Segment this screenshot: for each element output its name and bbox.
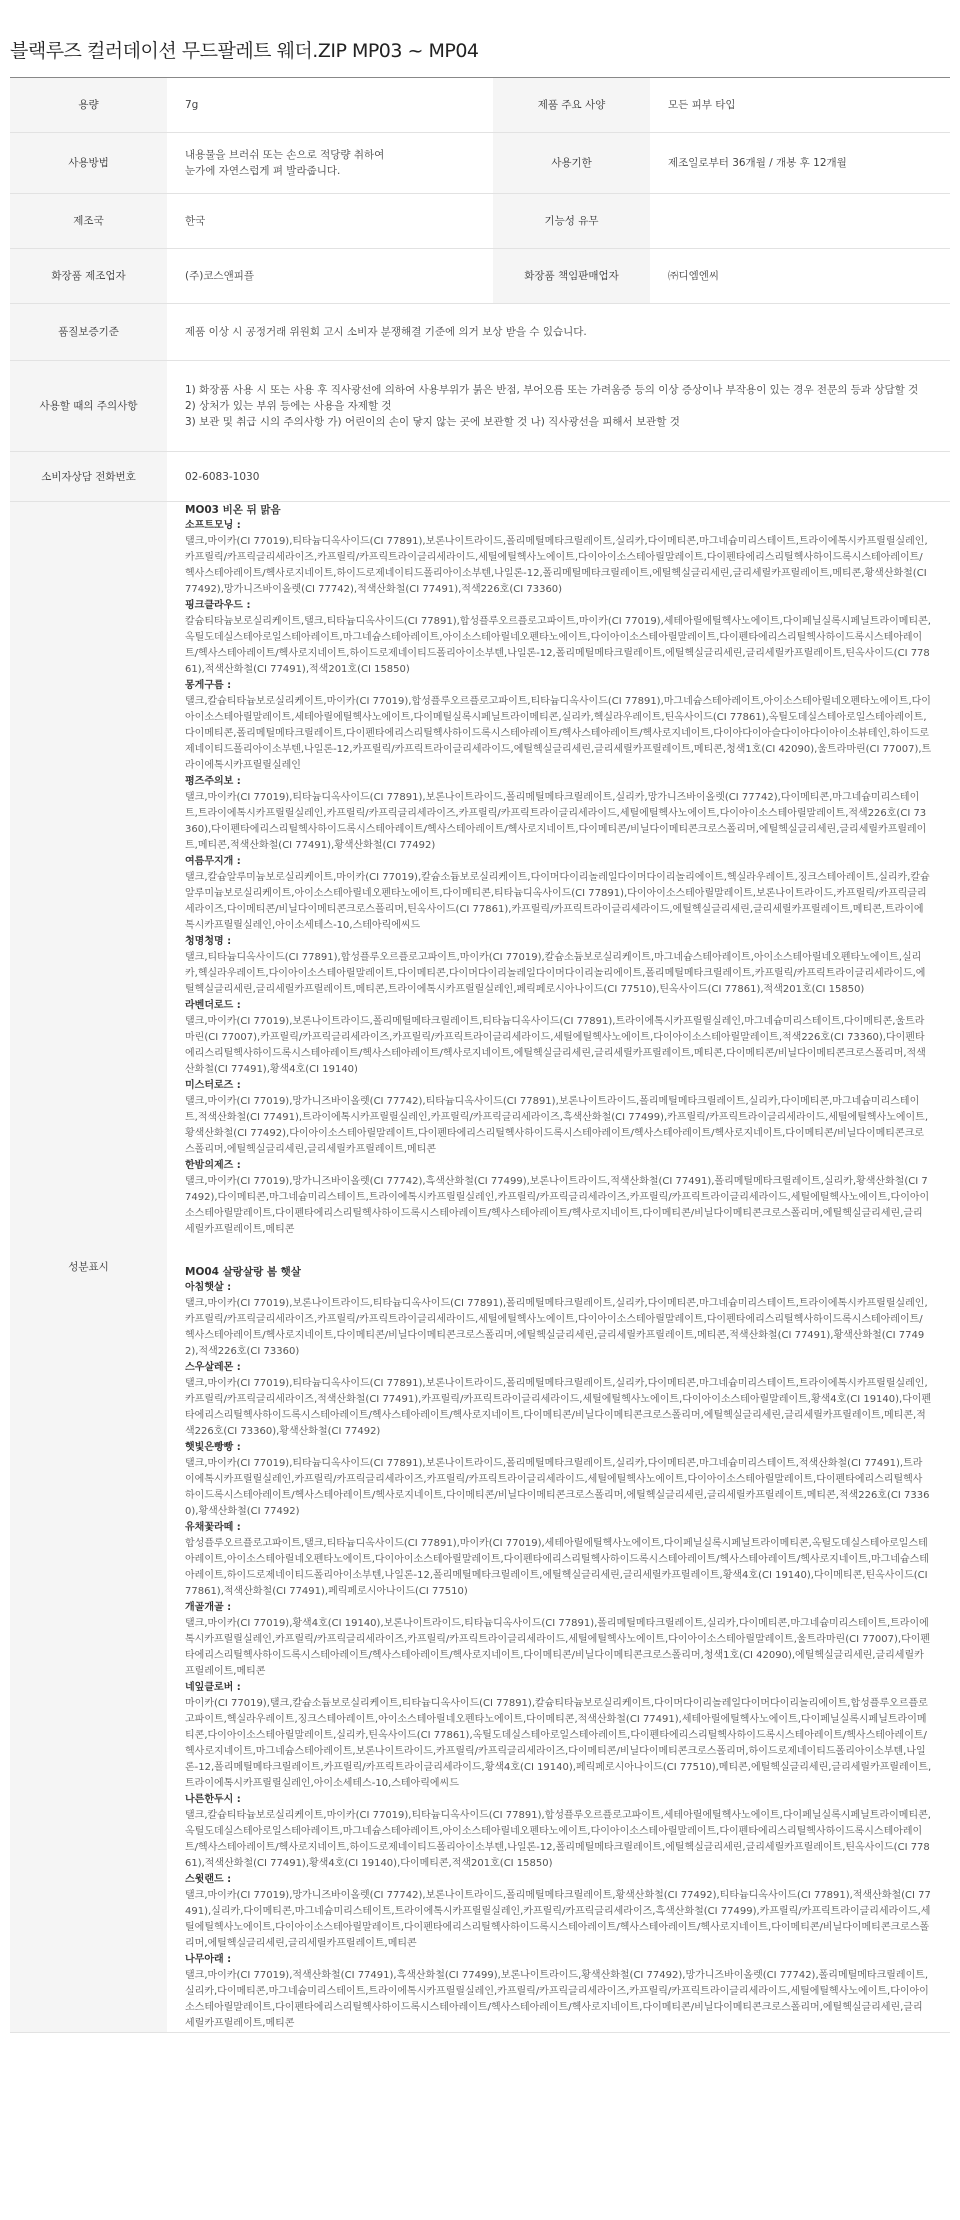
mp04-section xyxy=(185,1264,932,2032)
country-value: 한국 xyxy=(167,194,493,249)
shade-name: 유채꽃라떼 : xyxy=(185,1522,241,1533)
table-row xyxy=(10,502,950,2033)
caution-value xyxy=(167,361,950,452)
shade-name: 소프트모닝 : xyxy=(185,520,241,531)
mp03-heading: MO03 비온 뒤 맑음 xyxy=(185,504,281,516)
shade-name: 평즈주의보 : xyxy=(185,776,241,787)
table-row xyxy=(10,133,950,194)
shade-name: 미스터로즈 : xyxy=(185,1080,241,1091)
usage-label: 사용방법 xyxy=(10,133,167,194)
mp04-heading: MO04 살랑살랑 봄 햇살 xyxy=(185,1266,301,1278)
shade-ingredients: 탤크,마이카(CI 77019),망가니즈바이올렛(CI 77742),티타늄디옥사이드(CI 77891),보론나이트라이드,폴리메틸메타크릴레이트,실리카,다이메티콘,마그네슘미리스테이트,적색산화철(CI 77491),트라이에톡시카프릴릴실레인,카프릴릭/카프릭글리세라이즈,흑색산화철(CI 77499),카프릴릭/카프릭트라이글리세라이드,세틸에틸헥사노에이트,황색산화철(CI 77492),다이아이소스테아릴말레이트,다이펜타에리스리틸헥사하이드록시스테아레이트/헥사스테아레이트/헥사로지네이트,다이메티콘/비닐다이메티콘크로스폴리머,에틸헥실글리세린,글리세릴카프릴레이트,메티콘 xyxy=(185,1096,929,1155)
usage-line-2: 눈가에 자연스럽게 펴 발라줍니다. xyxy=(185,165,341,177)
capacity-label: 용량 xyxy=(10,78,167,133)
shade-ingredients: 탤크,티타늄디옥사이드(CI 77891),합성플루오르플로고파이트,마이카(CI 77019),칼슘소듐보로실리케이트,마그네슘스테아레이트,아이소스테아릴네오펜타노에이트,실리카,헥실라우레이트,다이아이소스테아릴말레이트,다이메티콘,다이머다이리놀레일다이머다이리놀리에이트,폴리메틸메타크릴레이트,카프릴릭/카프릭트라이글리세라이드,에틸헥실글리세린,글리세릴카프릴레이트,메티콘,트라이에톡시카프릴릴실레인,페릭페로시아나이드(CI 77510),틴옥사이드(CI 77861),적색201호(CI 15850) xyxy=(185,952,926,995)
phone-label: 소비자상담 전화번호 xyxy=(10,452,167,502)
table-row xyxy=(10,361,950,452)
shade-name: 네잎클로버 : xyxy=(185,1682,241,1693)
shade-ingredients: 칼슘티타늄보로실리케이트,탤크,티타늄디옥사이드(CI 77891),합성플루오르플로고파이트,마이카(CI 77019),세테아릴에틸헥사노에이트,다이페닐실록시페닐트라이메티콘,옥틸도데실스테아로일스테아레이트,마그네슘스테아레이트,아이소스테아릴네오펜타노에이트,다이아이소스테아릴말레이트,다이펜타에리스리틸헥사하이드록시스테아레이트/헥사스테아레이트/헥사로지네이트,하이드로제네이티드폴리아이소부텐,나일론-12,폴리메틸메타크릴레이트,에틸헥실글리세린,글리세릴카프릴레이트,틴옥사이드(CI 77861),적색산화철(CI 77491),적색201호(CI 15850) xyxy=(185,616,931,675)
shade-ingredients: 탤크,마이카(CI 77019),망가니즈바이올렛(CI 77742),보론나이트라이드,폴리메틸메타크릴레이트,황색산화철(CI 77492),티타늄디옥사이드(CI 77891),적색산화철(CI 77491),실리카,다이메티콘,마그네슘미리스테이트,트라이에톡시카프릴릴실레인,카프릴릭/카프릭글리세라이즈,흑색산화철(CI 77499),카프릴릭/카프릭트라이글리세라이드,세틸에틸헥사노에이트,다이아이소스테아릴말레이트,다이펜타에리스리틸헥사하이드록시스테아레이트/헥사스테아레이트/헥사로지네이트,다이메티콘/비닐다이메티콘크로스폴리머,에틸헥실글리세린,글리세릴카프릴레이트,메티콘 xyxy=(185,1890,931,1949)
product-info-table xyxy=(10,77,950,2033)
usage-line-1: 내용물을 브러쉬 또는 손으로 적당량 취하여 xyxy=(185,149,385,161)
caution-line-2: 2) 상처가 있는 부위 등에는 사용을 자제할 것 xyxy=(185,400,392,412)
shade-ingredients: 탤크,칼슘티타늄보로실리케이트,마이카(CI 77019),합성플루오르플로고파이트,티타늄디옥사이드(CI 77891),마그네슘스테아레이트,아이소스테아릴네오펜타노에이트,다이아이소스테아릴말레이트,세테아릴에틸헥사노에이트,다이메틸실록시페닐트라이메티콘,실리카,헥실라우레이트,틴옥사이드(CI 77861),옥틸도데실스테아로일스테아레이트,다이메티콘,폴리메틸메타크릴레이트,다이펜타에리스리틸헥사하이드록시스테아레이트/헥사스테아레이트/헥사로지네이트,다이아다이아슬다이아다이아이소뷰테인,하이드로제네이티드폴리아이소부텐,나일론-12,카프릴릭/카프릭트라이글리세라이드,에틸헥실글리세린,글리세릴카프릴레이트,메티콘,청색1호(CI 42090),울트라마린(CI 77007),트라이에톡시카프릴릴실레인 xyxy=(185,696,932,771)
caution-line-1: 1) 화장품 사용 시 또는 사용 후 직사광선에 의하여 사용부위가 붉은 반점, 부어오름 또는 가려움증 등의 이상 증상이나 부작용이 있는 경우 전문의 등과 상담할 것 xyxy=(185,384,919,396)
phone-value: 02-6083-1030 xyxy=(167,452,950,502)
capacity-value: 7g xyxy=(167,78,493,133)
main-spec-label: 제품 주요 사양 xyxy=(493,78,650,133)
shade-ingredients: 탤크,마이카(CI 77019),황색4호(CI 19140),보론나이트라이드,티타늄디옥사이드(CI 77891),폴리메틸메타크릴레이트,실리카,다이메티콘,마그네슘미리스테이트,트라이에톡시카프릴릴실레인,카프릴릭/카프릭글리세라이즈,카프릴릭/카프릭트라이글리세라이드,세틸에틸헥사노에이트,다이아이소스테아릴말레이트,울트라마린(CI 77007),다이펜타에리스리틸헥사하이드록시스테아레이트/헥사스테아레이트/헥사로지네이트,다이메티콘/비닐다이메티콘크로스폴리머,청색1호(CI 42090),에틸헥실글리세린,글리세릴카프릴레이트,메티콘 xyxy=(185,1618,931,1677)
shade-name: 나른한두시 : xyxy=(185,1794,241,1805)
usage-value xyxy=(167,133,493,194)
shade-name: 스윗랜드 : xyxy=(185,1874,232,1885)
country-label: 제조국 xyxy=(10,194,167,249)
shade-ingredients: 탤크,마이카(CI 77019),티타늄디옥사이드(CI 77891),보론나이트라이드,폴리메틸메타크릴레이트,실리카,망가니즈바이올렛(CI 77742),다이메티콘,마그네슘미리스테이트,트라이에톡시카프릴릴실레인,카프릴릭/카프릭글리세라이즈,카프릴릭/카프릭트라이글리세라이드,세틸에틸헥사노에이트,다이아이소스테아릴말레이트,적색226호(CI 73360),다이펜타에리스리틸헥사하이드록시스테아레이트/헥사스테아레이트/헥사로지네이트,다이메티콘/비닐다이메티콘크로스폴리머,에틸헥실글리세린,글리세릴카프릴레이트,메티콘,적색산화철(CI 77491),황색산화철(CI 77492) xyxy=(185,792,927,851)
quality-label: 품질보증기준 xyxy=(10,304,167,361)
shade-name: 나무아래 : xyxy=(185,1954,232,1965)
shade-ingredients: 탤크,마이카(CI 77019),보론나이트라이드,티타늄디옥사이드(CI 77891),폴리메틸메타크릴레이트,실리카,다이메티콘,마그네슘미리스테이트,트라이에톡시카프릴릴실레인,카프릴릭/카프릭글리세라이즈,카프릴릭/카프릭트라이글리세라이드,세틸에틸헥사노에이트,다이아이소스테아릴말레이트,다이펜타에리스리틸헥사하이드록시스테아레이트/헥사스테아레이트/헥사로지네이트,다이메티콘/비닐다이메티콘크로스폴리머,에틸헥실글리세린,글리세릴카프릴레이트,메티콘,적색산화철(CI 77491),황색산화철(CI 77492),적색226호(CI 73360) xyxy=(185,1298,928,1357)
shade-name: 한밤의제즈 : xyxy=(185,1160,241,1171)
mp03-list xyxy=(185,518,932,1238)
table-row xyxy=(10,452,950,502)
shade-name: 라벤더로드 : xyxy=(185,1000,241,1011)
shade-name: 햇빛은빵빵 : xyxy=(185,1442,241,1453)
shade-name: 스우살레몬 : xyxy=(185,1362,241,1373)
shade-ingredients: 탤크,마이카(CI 77019),티타늄디옥사이드(CI 77891),보론나이트라이드,폴리메틸메타크릴레이트,실리카,다이메티콘,마그네슘미리스테이트,적색산화철(CI 77491),트라이에톡시카프릴릴실레인,카프릴릭/카프릭글리세라이즈,카프릴릭/카프릭트라이글리세라이드,세틸에틸헥사노에이트,다이아이소스테아릴말레이트,다이펜타에리스리틸헥사하이드록시스테아레이트/헥사스테아레이트/헥사로지네이트,다이메티콘/비닐다이메티콘크로스폴리머,에틸헥실글리세린,글리세릴카프릴레이트,메티콘,적색226호(CI 73360),황색산화철(CI 77492) xyxy=(185,1458,930,1517)
shade-ingredients: 탤크,마이카(CI 77019),티타늄디옥사이드(CI 77891),보론나이트라이드,폴리메틸메타크릴레이트,실리카,다이메티콘,마그네슘미리스테이트,트라이에톡시카프릴릴실레인,카프릴릭/카프릭글리세라이즈,적색산화철(CI 77491),카프릴릭/카프릭트라이글리세라이드,세틸에틸헥사노에이트,다이아이소스테아릴말레이트,황색4호(CI 19140),다이펜타에리스리틸헥사하이드록시스테아레이트/헥사스테아레이트/헥사로지네이트,다이메티콘/비닐다이메티콘크로스폴리머,에틸헥실글리세린,글리세릴카프릴레이트,메티콘,적색226호(CI 73360),황색산화철(CI 77492) xyxy=(185,1378,932,1437)
shade-ingredients: 탤크,마이카(CI 77019),적색산화철(CI 77491),흑색산화철(CI 77499),보론나이트라이드,황색산화철(CI 77492),망가니즈바이올렛(CI 77742),폴리메틸메타크릴레이트,실리카,다이메티콘,마그네슘미리스테이트,트라이에톡시카프릴릴실레인,카프릴릭/카프릭글리세라이즈,카프릴릭/카프릭트라이글리세라이드,세틸에틸헥사노에이트,다이아이소스테아릴말레이트,다이펜타에리스리틸헥사하이드록시스테아레이트/헥사스테아레이트/헥사로지네이트,다이메티콘/비닐다이메티콘크로스폴리머,에틸헥실글리세린,글리세릴카프릴레이트,메티콘 xyxy=(185,1970,929,2029)
shade-name: 몽게구름 : xyxy=(185,680,232,691)
shade-ingredients: 탤크,칼슘알루미늄보로실리케이트,마이카(CI 77019),칼슘소듐보로실리케이트,다이머다이리놀레일다이머다이리놀리에이트,헥실라우레이트,징크스테아레이트,실리카,칼슘알루미늄보로실리케이트,아이소스테아릴네오펜타노에이트,다이메티콘,티타늄디옥사이드(CI 77891),다이아이소스테아릴말레이트,보론나이트라이드,카프릴릭/카프릭글리세라이즈,다이메티콘/비닐다이메티콘크로스폴리머,틴옥사이드(CI 77861),카프릴릭/카프릭트라이글리세라이드,에틸헥실글리세린,글리세릴카프릴레이트,메티콘,트라이에톡시카프릴릴실레인,아이소세테스-10,스테아릭에씨드 xyxy=(185,872,930,931)
table-row xyxy=(10,304,950,361)
functional-value xyxy=(650,194,950,249)
shade-ingredients: 탤크,마이카(CI 77019),망가니즈바이올렛(CI 77742),흑색산화철(CI 77499),보론나이트라이드,적색산화철(CI 77491),폴리메틸메타크릴레이트,실리카,황색산화철(CI 77492),다이메티콘,마그네슘미리스테이트,트라이에톡시카프릴릴실레인,카프릴릭/카프릭글리세라이즈,카프릴릭/카프릭트라이글리세라이드,세틸에틸헥사노에이트,다이아이소스테아릴말레이트,다이펜타에리스리틸헥사하이드록시스테아레이트/헥사스테아레이트/헥사로지네이트,다이메티콘/비닐다이메티콘크로스폴리머,에틸헥실글리세린,글리세릴카프릴레이트,메티콘 xyxy=(185,1176,930,1235)
main-spec-value: 모든 피부 타입 xyxy=(650,78,950,133)
shade-ingredients: 탤크,마이카(CI 77019),보론나이트라이드,폴리메틸메타크릴레이트,티타늄디옥사이드(CI 77891),트라이에톡시카프릴릴실레인,마그네슘미리스테이트,다이메티콘,울트라마린(CI 77007),카프릴릭/카프릭글리세라이즈,카프릴릭/카프릭트라이글리세라이드,세틸에틸헥사노에이트,다이아이소스테아릴말레이트,적색226호(CI 73360),다이펜타에리스리틸헥사하이드록시스테아레이트/헥사스테아레이트/헥사로지네이트,에틸헥실글리세린,글리세릴카프릴레이트,메티콘,다이메티콘/비닐다이메티콘크로스폴리머,적색산화철(CI 77491),황색4호(CI 19140) xyxy=(185,1016,926,1075)
shade-ingredients: 합성플루오르플로고파이트,탤크,티타늄디옥사이드(CI 77891),마이카(CI 77019),세테아릴에틸헥사노에이트,다이페닐실록시페닐트라이메티콘,옥틸도데실스테아로일스테아레이트,아이소스테아릴네오펜타노에이트,다이아이소스테아릴말레이트,다이펜타에리스리틸헥사하이드록시스테아레이트/헥사스테아레이트/헥사로지네이트,마그네슘스테아레이트,하이드로제네이티드폴리아이소부텐,나일론-12,폴리메틸메타크릴레이트,에틸헥실글리세린,글리세릴카프릴레이트,황색4호(CI 19140),다이메티콘,틴옥사이드(CI 77861),적색산화철(CI 77491),페릭페로시아나이드(CI 77510) xyxy=(185,1538,929,1597)
quality-value: 제품 이상 시 공정거래 위원회 고시 소비자 분쟁해결 기준에 의거 보상 받을 수 있습니다. xyxy=(167,304,950,361)
shade-name: 청명청명 : xyxy=(185,936,232,947)
shade-name: 개골개골 : xyxy=(185,1602,232,1613)
expiry-value: 제조일로부터 36개월 / 개봉 후 12개월 xyxy=(650,133,950,194)
shade-name: 여름무지개 : xyxy=(185,856,241,867)
table-row xyxy=(10,78,950,133)
mp03-section xyxy=(185,502,932,1238)
seller-value: ㈜디엠엔씨 xyxy=(650,249,950,304)
shade-ingredients: 탤크,마이카(CI 77019),티타늄디옥사이드(CI 77891),보론나이트라이드,폴리메틸메타크릴레이트,실리카,다이메티콘,마그네슘미리스테이트,트라이에톡시카프릴릴실레인,카프릴릭/카프릭글리세라이즈,카프릴릭/카프릭트라이글리세라이드,세틸에틸헥사노에이트,다이아이소스테아릴말레이트,다이펜타에리스리틸헥사하이드록시스테아레이트/헥사스테아레이트/헥사로지네이트,하이드로제네이티드폴리아이소부텐,나일론-12,폴리메틸메타크릴레이트,에틸헥실글리세린,글리세릴카프릴레이트,메티콘,황색산화철(CI 77492),망가니즈바이올렛(CI 77742),적색산화철(CI 77491),적색226호(CI 73360) xyxy=(185,536,928,595)
manufacturer-label: 화장품 제조업자 xyxy=(10,249,167,304)
page-title: 블랙루즈 컬러데이션 무드팔레트 웨더.ZIP MP03 ~ MP04 xyxy=(10,40,479,62)
expiry-label: 사용기한 xyxy=(493,133,650,194)
functional-label: 기능성 유무 xyxy=(493,194,650,249)
manufacturer-value: (주)코스앤피플 xyxy=(167,249,493,304)
shade-name: 아침햇살 : xyxy=(185,1282,232,1293)
table-row xyxy=(10,249,950,304)
ingredients-label: 성분표시 xyxy=(10,502,167,2033)
shade-ingredients: 마이카(CI 77019),탤크,칼슘소듐보로실리케이트,티타늄디옥사이드(CI 77891),칼슘티타늄보로실리케이트,다이머다이리놀레일다이머다이리놀리에이트,합성플루오르플로고파이트,헥실라우레이트,징크스테아레이트,아이소스테아릴네오펜타노에이트,다이메티콘,적색산화철(CI 77491),세테아릴에틸헥사노에이트,다이페닐실록시페닐트라이메티콘,다이아이소스테아릴말레이트,실리카,틴옥사이드(CI 77861),옥틸도데실스테아로일스테아레이트,다이펜타에리스리틸헥사하이드록시스테아레이트/헥사스테아레이트/헥사로지네이트,마그네슘스테아레이트,보론나이트라이드,카프릴릭/카프릭글리세라이즈,다이메티콘/비닐다이메티콘크로스폴리머,하이드로제네이티드폴리아이소부텐,나일론-12,폴리메틸메타크릴레이트,카프릴릭/카프릭트라이글리세라이드,황색4호(CI 19140),페릭페로시아나이드(CI 77510),메티콘,에틸헥실글리세린,글리세릴카프릴레이트,트라이에톡시카프릴릴실레인,아이소세테스-10,스테아릭에씨드 xyxy=(185,1698,932,1789)
shade-name: 핑크클라우드 : xyxy=(185,600,251,611)
table-row xyxy=(10,194,950,249)
caution-label: 사용할 때의 주의사항 xyxy=(10,361,167,452)
seller-label: 화장품 책임판매업자 xyxy=(493,249,650,304)
shade-ingredients: 탤크,칼슘티타늄보로실리케이트,마이카(CI 77019),티타늄디옥사이드(CI 77891),합성플루오르플로고파이트,세테아릴에틸헥사노에이트,다이페닐실록시페닐트라이메티콘,옥틸도데실스테아로일스테아레이트,마그네슘스테아레이트,아이소스테아릴네오펜타노에이트,다이아이소스테아릴말레이트,다이펜타에리스리틸헥사하이드록시스테아레이트/헥사스테아레이트/헥사로지네이트,하이드로제네이티드폴리아이소부텐,나일론-12,폴리메틸메타크릴레이트,에틸헥실글리세린,글리세릴카프릴레이트,틴옥사이드(CI 77861),적색산화철(CI 77491),황색4호(CI 19140),다이메티콘,적색201호(CI 15850) xyxy=(185,1810,931,1869)
mp04-list xyxy=(185,1280,932,2032)
ingredients-value xyxy=(167,502,950,2033)
caution-line-3: 3) 보관 및 취급 시의 주의사항 가) 어린이의 손이 닿지 않는 곳에 보관할 것 나) 직사광선을 피해서 보관할 것 xyxy=(185,416,680,428)
